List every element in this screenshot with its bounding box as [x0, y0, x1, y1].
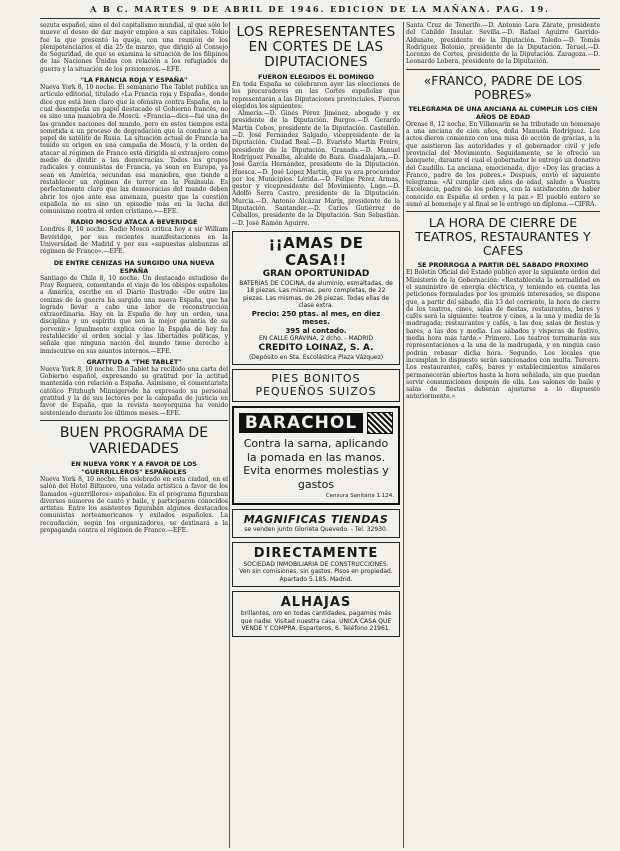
article-radio-moscu: Londres 8, 10 noche. Radio Moscú critica hoy a sir William Beveridge, por sus recientes manifestaciones en la Universidad de Madrid y por sus «supuestas alabanzas al régimen de Franco».—EFE. — [40, 226, 228, 256]
article-francia-roja: Nueva York 8, 10 noche. El semanario The Tablet publica un artículo editorial, titulado «La Francia roja y España», donde dice que está bien claro que la ofensiva contra España, en la cual desempeña un papel destacado el Gobierno francés, no es sino una maniobra de Moscú. «Francia—dice—fué una de las grandes naciones del mundo, pero en estos tiempos está sometida a un proceso de degradación que la conduce a un papel de satélite de Rusia. La situación actual de Francia ha tenido su origen en una campaña de Moscú, y la orden de atacar al régimen de Franco está dirigida al extranjero como medio de dividir a las democracias. Todos los grupos radicales y comunistas de Francia, ya sean en Europa, ya sean en América, secundan esa maniobra, que tiende a restablecer un régimen de terror en la Península. Es perfectamente claro que las democracias del mundo deben abrir los ojos ante esa amenaza, puesto que la cuestión española no es sino un episodio más en la lucha del comunismo contra el orden cristiano.»—EFE. — [40, 84, 228, 216]
ad-directamente — [232, 542, 400, 588]
article-representantes-list: Almería.—D. Ginés Pérez Jiménez, abogado y ex presidente de la Diputación. Burgos.—D. Gerardo Martín Cobos, presidente de la Diputación. Castellón.—D. José Fernández Salgado, vicepresidente de la Diputación. Ciudad Real.—D. Evaristo Martín Freire, presidente de la Diputación. Granada.—D. Manuel Rodríguez Penalba, alcalde de Baza. Guadalajara.—D. José García Hernández, presidente de la Diputación. Huesca.—D. José López Martín, que ya era procurador por los Municipios. Lérida.—D. Felipe Pérez Armas, gestor y vicepresidente del Movimiento. Lugo.—D. Adolfo Serra Castro, presidente de la Diputación. Murcia.—D. Antonio Alcázar Marín, presidente de la Diputación. Santander.—D. Carlos Gutiérrez de Ceballos, presidente de la Diputación. San Sebastián.—D. José Ramón Aguirre. — [232, 110, 400, 227]
ad-barachol-name: BARACHOL — [239, 413, 363, 433]
ad-directamente-text: SOCIEDAD INMOBILIARIA DE CONSTRUCCIONES. Ven sin comisiones, sin gastos. Pisos en propiedad. Apartado 5.185. Madrid. — [239, 560, 393, 583]
section-title-cenizas: DE ENTRE CENIZAS HA SURGIDO UNA NUEVA ESPAÑA — [53, 258, 215, 275]
ad-alhajas — [232, 591, 400, 637]
subhead-telegrama: TELEGRAMA DE UNA ANCIANA AL CUMPLIR LOS CIEN AÑOS DE EDAD — [408, 104, 598, 121]
column-left — [40, 22, 228, 848]
section-rule — [40, 420, 228, 421]
ad-barachol-text: Contra la sarna, aplicando la pomada en las manos. Evita enormes molestias y gastos — [243, 437, 389, 491]
column-right — [406, 22, 600, 848]
ad-amas-de-casa — [232, 231, 400, 366]
article-cenizas: Santiago de Chile 8, 10 noche. Un destacado estudioso de Fray Reguera, comentando el viaje de los obispos españoles a América, escribe en el Diario Ilustrado: «De entre las cenizas de la guerra ha surgido una nueva España, que ha logrado llevar a cabo una labor de reconstrucción extraordinaria. Hay en la España de hoy un orden, una disciplina y un espíritu que son la mejor garantía de su porvenir.» Igualmente explica cómo la España de hoy ha restablecido el orden social y las libertades políticas, y señala que ninguna nación del mundo tiene derecho a inmiscuirse en sus asuntos internos.—EFE. — [40, 274, 228, 355]
subhead-prorroga: SE PRORROGA A PARTIR DEL SABADO PROXIMO — [417, 261, 589, 270]
article-representantes-cont: Santa Cruz de Tenerife.—D. Antonio Lara Zárate, presidente del Cabildo Insular. Sevilla.—D. Rafael Aguirre Garrido-Aldunate, presidente de la Diputación. Toledo.—D. Tomás Rodríguez Bolonio, presidente de la Diputación. Teruel.—D. Lorenzo de Cortes, presidente de la Diputación. Zaragoza.—D. Leonardo Lobera, presidente de la Diputación. — [406, 22, 600, 66]
ad-tiendas — [232, 509, 400, 538]
column-divider-1 — [229, 22, 230, 848]
column-center — [232, 22, 400, 848]
article-franco-pobres: Orense 8, 12 noche. En Villamarín se ha tributado un homenaje a una anciana de cien años, doña Manuela Rodríguez. Los actos dieron comienzo con una misa de acción de gracias, a la que asistieron las autoridades y el gobernador civil y jefe provincial del Movimiento. Seguidamente, se le ofreció un banquete, durante el cual el gobernador le entregó un donativo del Caudillo. La anciana, emocionada, dijo: «Doy las gracias a Franco, padre de los pobres.» Después, envió el siguiente telegrama: «Al cumplir cien años de edad, saludo a Vuestra Excelencia, padre de los pobres, con la satisfacción de haber conocido en España el orden y la paz.» El pueblo entero se sumó al homenaje y al final se le entregó un diploma.—CIFRA. — [406, 120, 600, 209]
ad-amas-title: ¡¡AMAS DE CASA!! — [268, 233, 364, 269]
ad-alhajas-title: ALHAJAS — [280, 595, 352, 611]
ad-amas-text: BATERÍAS DE COCINA, de aluminio, esmaltadas, de 18 piezas. Las mismas, pero completas, de 22 piezas. Las mismas, de 28 piezas. Todas ellas de clase extra. — [239, 279, 393, 310]
ad-amas-contado: 395 al contado. — [285, 326, 347, 335]
masthead: A B C. MARTES 9 DE ABRIL DE 1946. EDICION DE LA MAÑANA. PAG. 19. — [90, 4, 550, 14]
section-rule — [406, 211, 600, 212]
article-variedades: Nueva York 8, 10 noche. Ha celebrado en esta ciudad, en el salón del Hotel Biltmore, una velada artística a favor de los llamados «guerrilleros» españoles. En el programa figuraban diversos números de canto y baile, y participaron conocidos artistas. Entre los asistentes figuraban algunos destacados comunistas norteamericanos y exilados españoles. La recaudación, según los organizadores, se destinará a la propaganda contra el régimen de Franco.—EFE. — [40, 475, 228, 535]
top-rule — [40, 18, 600, 19]
ad-tiendas-text: se venden junto Glorieta Quevedo. - Tel. 32930. — [244, 526, 388, 534]
ad-barachol-logo — [238, 412, 394, 434]
article-representantes-intro: En toda España se celebraron ayer las elecciones de los procuradores en las Cortes españolas que representarán a las Diputaciones provinciales. Fueron elegidos los siguientes: — [232, 81, 400, 110]
ad-amas-shop: EN CALLE GRAVINA, 2 dcho. - MADRID — [259, 335, 373, 343]
headline-hora-cierre: LA HORA DE CIERRE DE TEATROS, RESTAURANTES Y CAFES — [415, 215, 591, 259]
ad-alhajas-text: brillantes, oro en todas cantidades, pagamos más que nadie. Visitad nuestra casa. UNICA CASA QUE VENDE Y COMPRA. Esparteros, 6. Teléfono 21961. — [240, 610, 392, 633]
ad-directamente-title: DIRECTAMENTE — [253, 545, 379, 561]
ad-barachol-censura: Censura Sanitaria 1.124. — [325, 493, 394, 500]
subhead-elegidos: FUERON ELEGIDOS EL DOMINGO — [257, 73, 374, 81]
ad-pies-bonitos — [232, 369, 400, 402]
section-title-gratitud: GRATITUD A "THE TABLET" — [86, 357, 182, 366]
section-title-radio-moscu: RADIO MOSCU ATACA A BEVERIDGE — [70, 218, 198, 227]
article-intro: sezuta español, sino el del capitalismo mundial, al que sólo le mueve el deseo de dar mayor empleo a sus capitales. Tokio fué la que presentó la queja, con una reunión de los plenipotenciarios el día 25 de marzo, que dirigió al Consejo de Seguridad, de que se examina la situación de los filipinos de las Naciones Unidas con relación a los refugiados de guerra y la situación de los prisioneros.—EFE. — [40, 22, 228, 73]
ad-amas-addr: (Depósito en Sta. Escolástica Plaza Vázquez) — [248, 353, 384, 361]
product-box-icon — [367, 412, 393, 434]
section-title-francia-roja: "LA FRANCIA ROJA Y ESPAÑA" — [80, 76, 188, 85]
headline-franco-pobres: «FRANCO, PADRE DE LOS POBRES» — [423, 72, 583, 102]
section-rule — [406, 69, 600, 70]
ad-amas-sub: GRAN OPORTUNIDAD — [262, 268, 370, 279]
article-hora-cierre: El Boletín Oficial del Estado publicó ayer la siguiente orden del Ministerio de la Gobernación: «Restablecida la normalidad en el suministro de energía eléctrica, y teniendo en cuenta las peticiones formuladas por los gremios interesados, se dispone que, a partir del sábado, día 13 del corriente, la hora de cierre de los teatros, cines, salas de fiestas, restaurantes, bares y cafés será la siguiente: teatros y cines, a la una y media de la madrugada; restaurantes y cafés, a las dos; salas de fiestas y bares, a las dos y media. Los sábados y vísperas de festivo, media hora más tarde.» Primero. Los teatros terminarán sus representaciones a la una de la madrugada, y en ningún caso podrán rebasar dicha hora. Segundo. Los locales que incumplan lo dispuesto serán sancionados con multa. Tercero. Los restaurantes, cafés, bares y establecimientos similares permanecerán abiertos hasta la hora señalada, sin que puedan servir consumiciones después de ella. Los salones de baile y salas de fiestas deberán ajustarse a lo dispuesto anteriormente.» — [406, 269, 600, 401]
subhead-variedades: EN NUEVA YORK Y A FAVOR DE LOS "GUERRILLEROS" ESPAÑOLES — [71, 459, 197, 476]
ad-amas-price: Precio: 250 ptas. al mes, en diez meses. — [251, 309, 381, 327]
headline-variedades: BUEN PROGRAMA DE VARIEDADES — [59, 424, 209, 457]
ad-tiendas-title: MAGNIFICAS TIENDAS — [243, 513, 389, 527]
ad-barachol — [232, 406, 400, 505]
column-divider-2 — [403, 22, 404, 848]
article-gratitud: Nueva York 8, 10 noche. The Tablet ha recibido una carta del Gobierno español, expresando su gratitud por la actitud mantenida con relación a España. Asimismo, el comentarista católico Fitzhugh Minnigerode ha expresado su personal gratitud y la de sus lectores por la campaña de justicia en favor de España, que la revista neoyorquina ha venido sosteniendo durante los últimos meses.—EFE. — [40, 365, 228, 417]
ad-pies-text: PIES BONITOS PEQUEÑOS SUIZOS — [255, 372, 377, 398]
headline-representantes: LOS REPRESENTANTES EN CORTES DE LAS DIPUTACIONES — [236, 24, 396, 70]
ad-amas-credit: CREDITO LOINAZ, S. A. — [258, 342, 374, 353]
